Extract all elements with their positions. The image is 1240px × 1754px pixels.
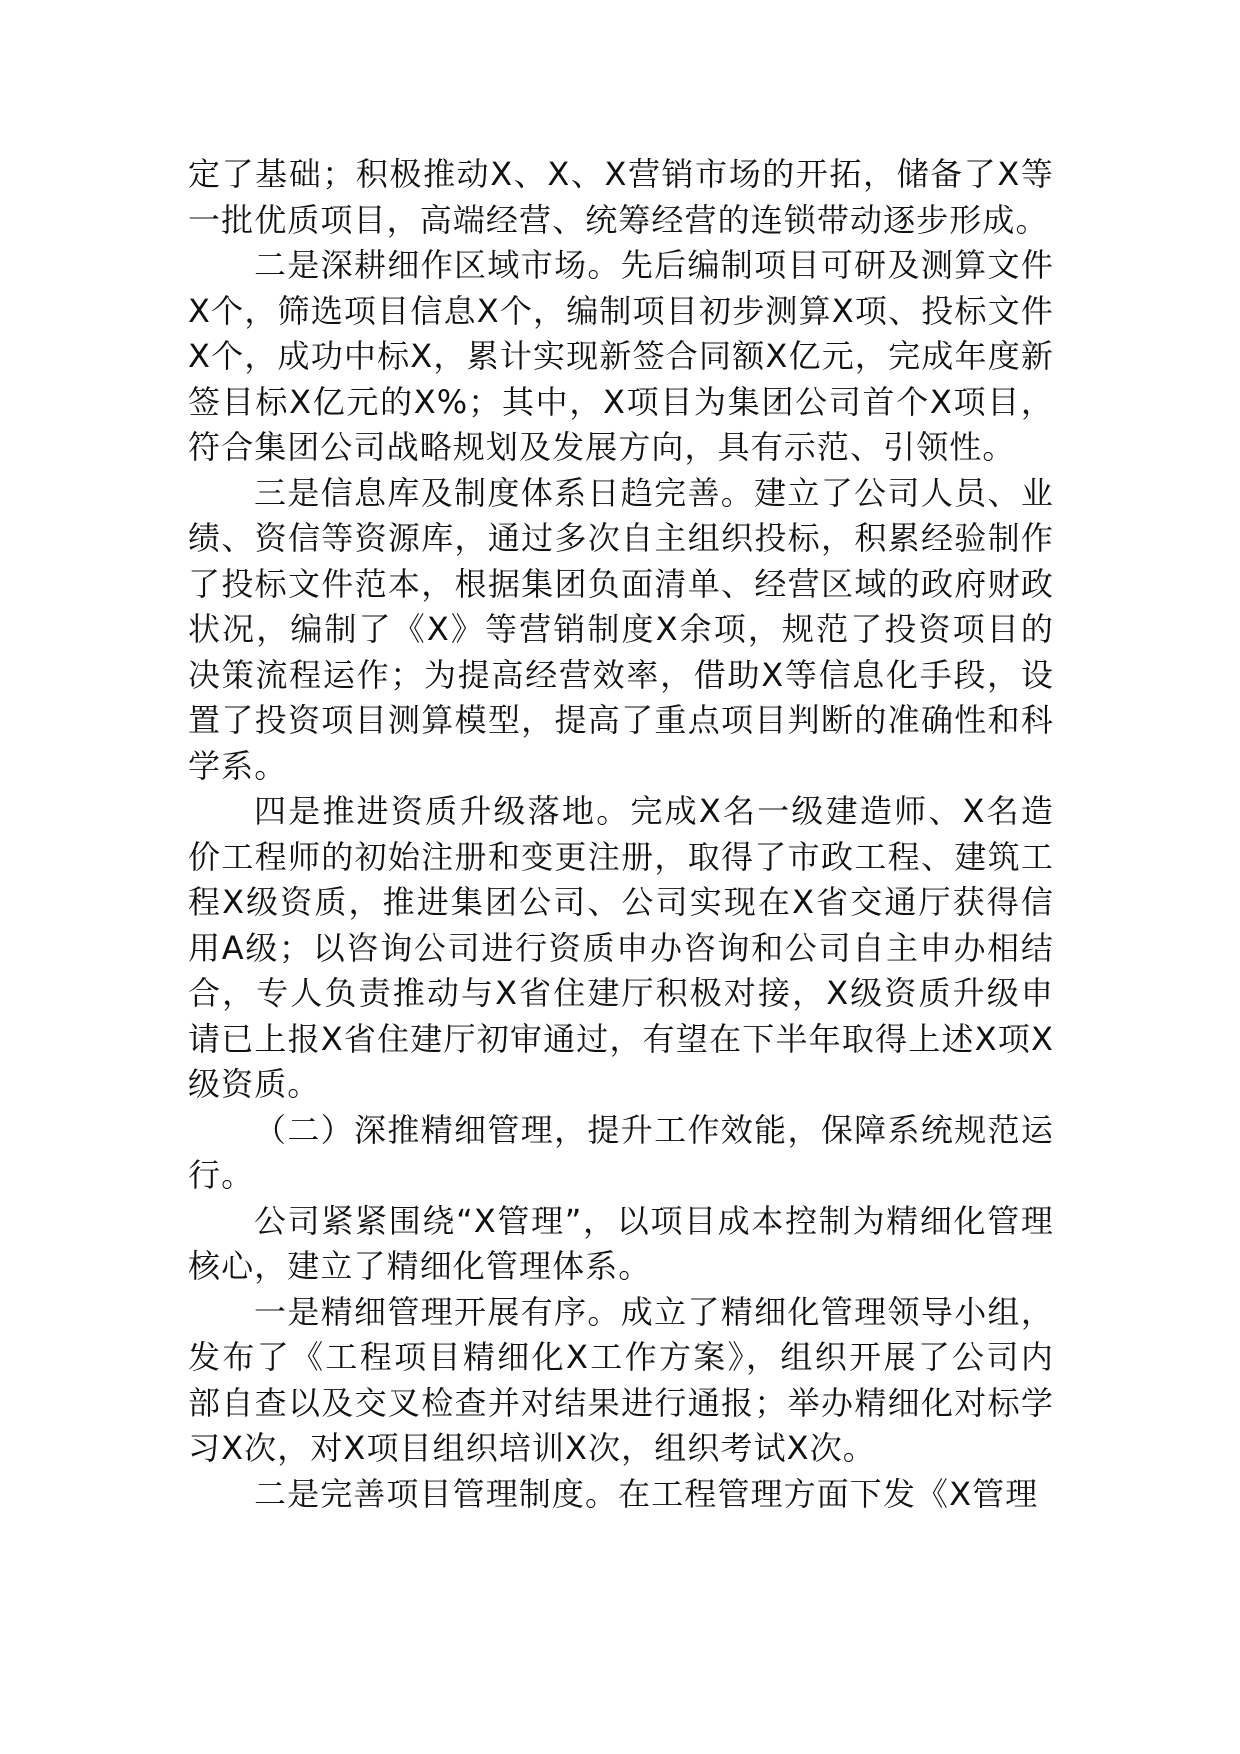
paragraph-information-system: 三是信息库及制度体系日趋完善。建立了公司人员、业绩、资信等资源库，通过多次自主组织投标，积累经验制作了投标文件范本，根据集团负面清单、经营区域的政府财政状况，编制了《X》等营销制度X余项，规范了投资项目的决策流程运作；为提高经营效率，借助X等信息化手段，设置了投资项目测算模型，提高了重点项目判断的准确性和科学系。 [188,473,1054,785]
paragraph-continuation: 定了基础；积极推动X、X、X营销市场的开拓，储备了X等一批优质项目，高端经营、统筹经营的连锁带动逐步形成。 [188,155,1054,239]
paragraph-management-system: 公司紧紧围绕“X管理”，以项目成本控制为精细化管理核心，建立了精细化管理体系。 [188,1201,1054,1285]
section-heading: （二）深推精细管理，提升工作效能，保障系统规范运行。 [188,1110,1054,1194]
document-body [188,152,1054,1517]
paragraph-regional-market: 二是深耕细作区域市场。先后编制项目可研及测算文件X个，筛选项目信息X个，编制项目初步测算X项、投标文件X个，成功中标X，累计实现新签合同额X亿元，完成年度新签目标X亿元的X%；其中，X项目为集团公司首个X项目，符合集团公司战略规划及发展方向，具有示范、引领性。 [188,246,1054,466]
paragraph-qualification-upgrade: 四是推进资质升级落地。完成X名一级建造师、X名造价工程师的初始注册和变更注册，取得了市政工程、建筑工程X级资质，推进集团公司、公司实现在X省交通厅获得信用A级；以咨询公司进行资质申办咨询和公司自主申办相结合，专人负责推动与X省住建厅积极对接，X级资质升级申请已上报X省住建厅初审通过，有望在下半年取得上述X项X级资质。 [188,792,1054,1103]
paragraph-fine-management: 一是精细管理开展有序。成立了精细化管理领导小组，发布了《工程项目精细化X工作方案》，组织开展了公司内部自查以及交叉检查并对结果进行通报；举办精细化对标学习X次，对X项目组织培训X次，组织考试X次。 [188,1292,1054,1467]
paragraph-project-rules: 二是完善项目管理制度。在工程管理方面下发《X管理 [254,1474,1039,1513]
